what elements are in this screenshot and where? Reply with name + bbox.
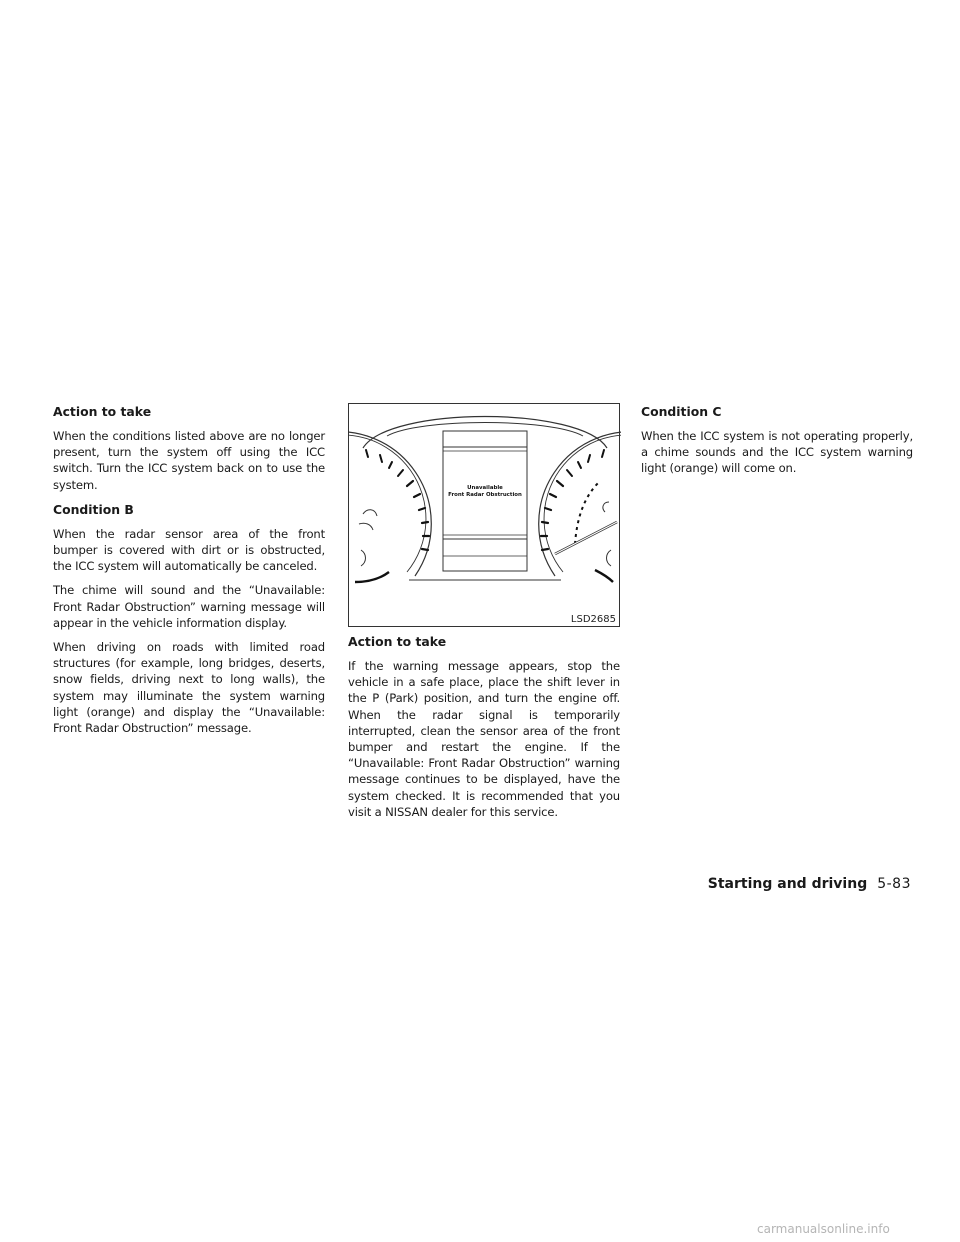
instrument-cluster-figure [348,403,620,627]
display-message-line1: Unavailable [467,485,503,491]
paragraph: When the radar sensor area of the front bumper is covered with dirt or is obstructed, the ICC system will automatically be canceled. [53,526,325,574]
paragraph: When driving on roads with limited road structures (for example, long bridges, deserts, snow fields, driving next to long walls), the system may illuminate the system warning light (orange) and display the “Unavailable: Front Radar Obstruction” message. [53,640,325,736]
paragraph: When the conditions listed above are no longer present, turn the system off using the ICC switch. Turn the ICC system back on to use the system. [53,429,325,492]
paragraph: The chime will sound and the “Unavailable: Front Radar Obstruction” warning message will appear in the vehicle information display. [53,583,325,630]
display-message-line2: Front Radar Obstruction [448,492,522,498]
figure-code: LSD2685 [570,614,616,625]
cluster-illustration [349,404,621,628]
page-number: 5-83 [877,876,911,892]
heading-action-to-take: Action to take [53,404,152,419]
page-footer [708,876,911,892]
right-column [641,403,913,485]
left-column [53,403,325,744]
paragraph: If the warning message appears, stop the vehicle in a safe place, place the shift lever in the P (Park) position, and turn the engine off. When the radar signal is temporarily interrupted, clean the sensor area of the front bumper and restart the engine. If the “Unavailable: Front Radar Obstruction” warning message continues to be displayed, have the system checked. It is recommended that you visit a NISSAN dealer for this service. [348,659,620,819]
paragraph: When the ICC system is not operating properly, a chime sounds and the ICC system warning light (orange) will come on. [641,429,913,476]
middle-column [348,403,620,828]
section-title: Starting and driving [707,876,868,892]
heading-condition-c: Condition C [641,404,722,419]
heading-action-to-take: Action to take [348,634,447,649]
heading-condition-b: Condition B [53,501,134,517]
watermark: carmanualsonline.info [757,1222,890,1236]
